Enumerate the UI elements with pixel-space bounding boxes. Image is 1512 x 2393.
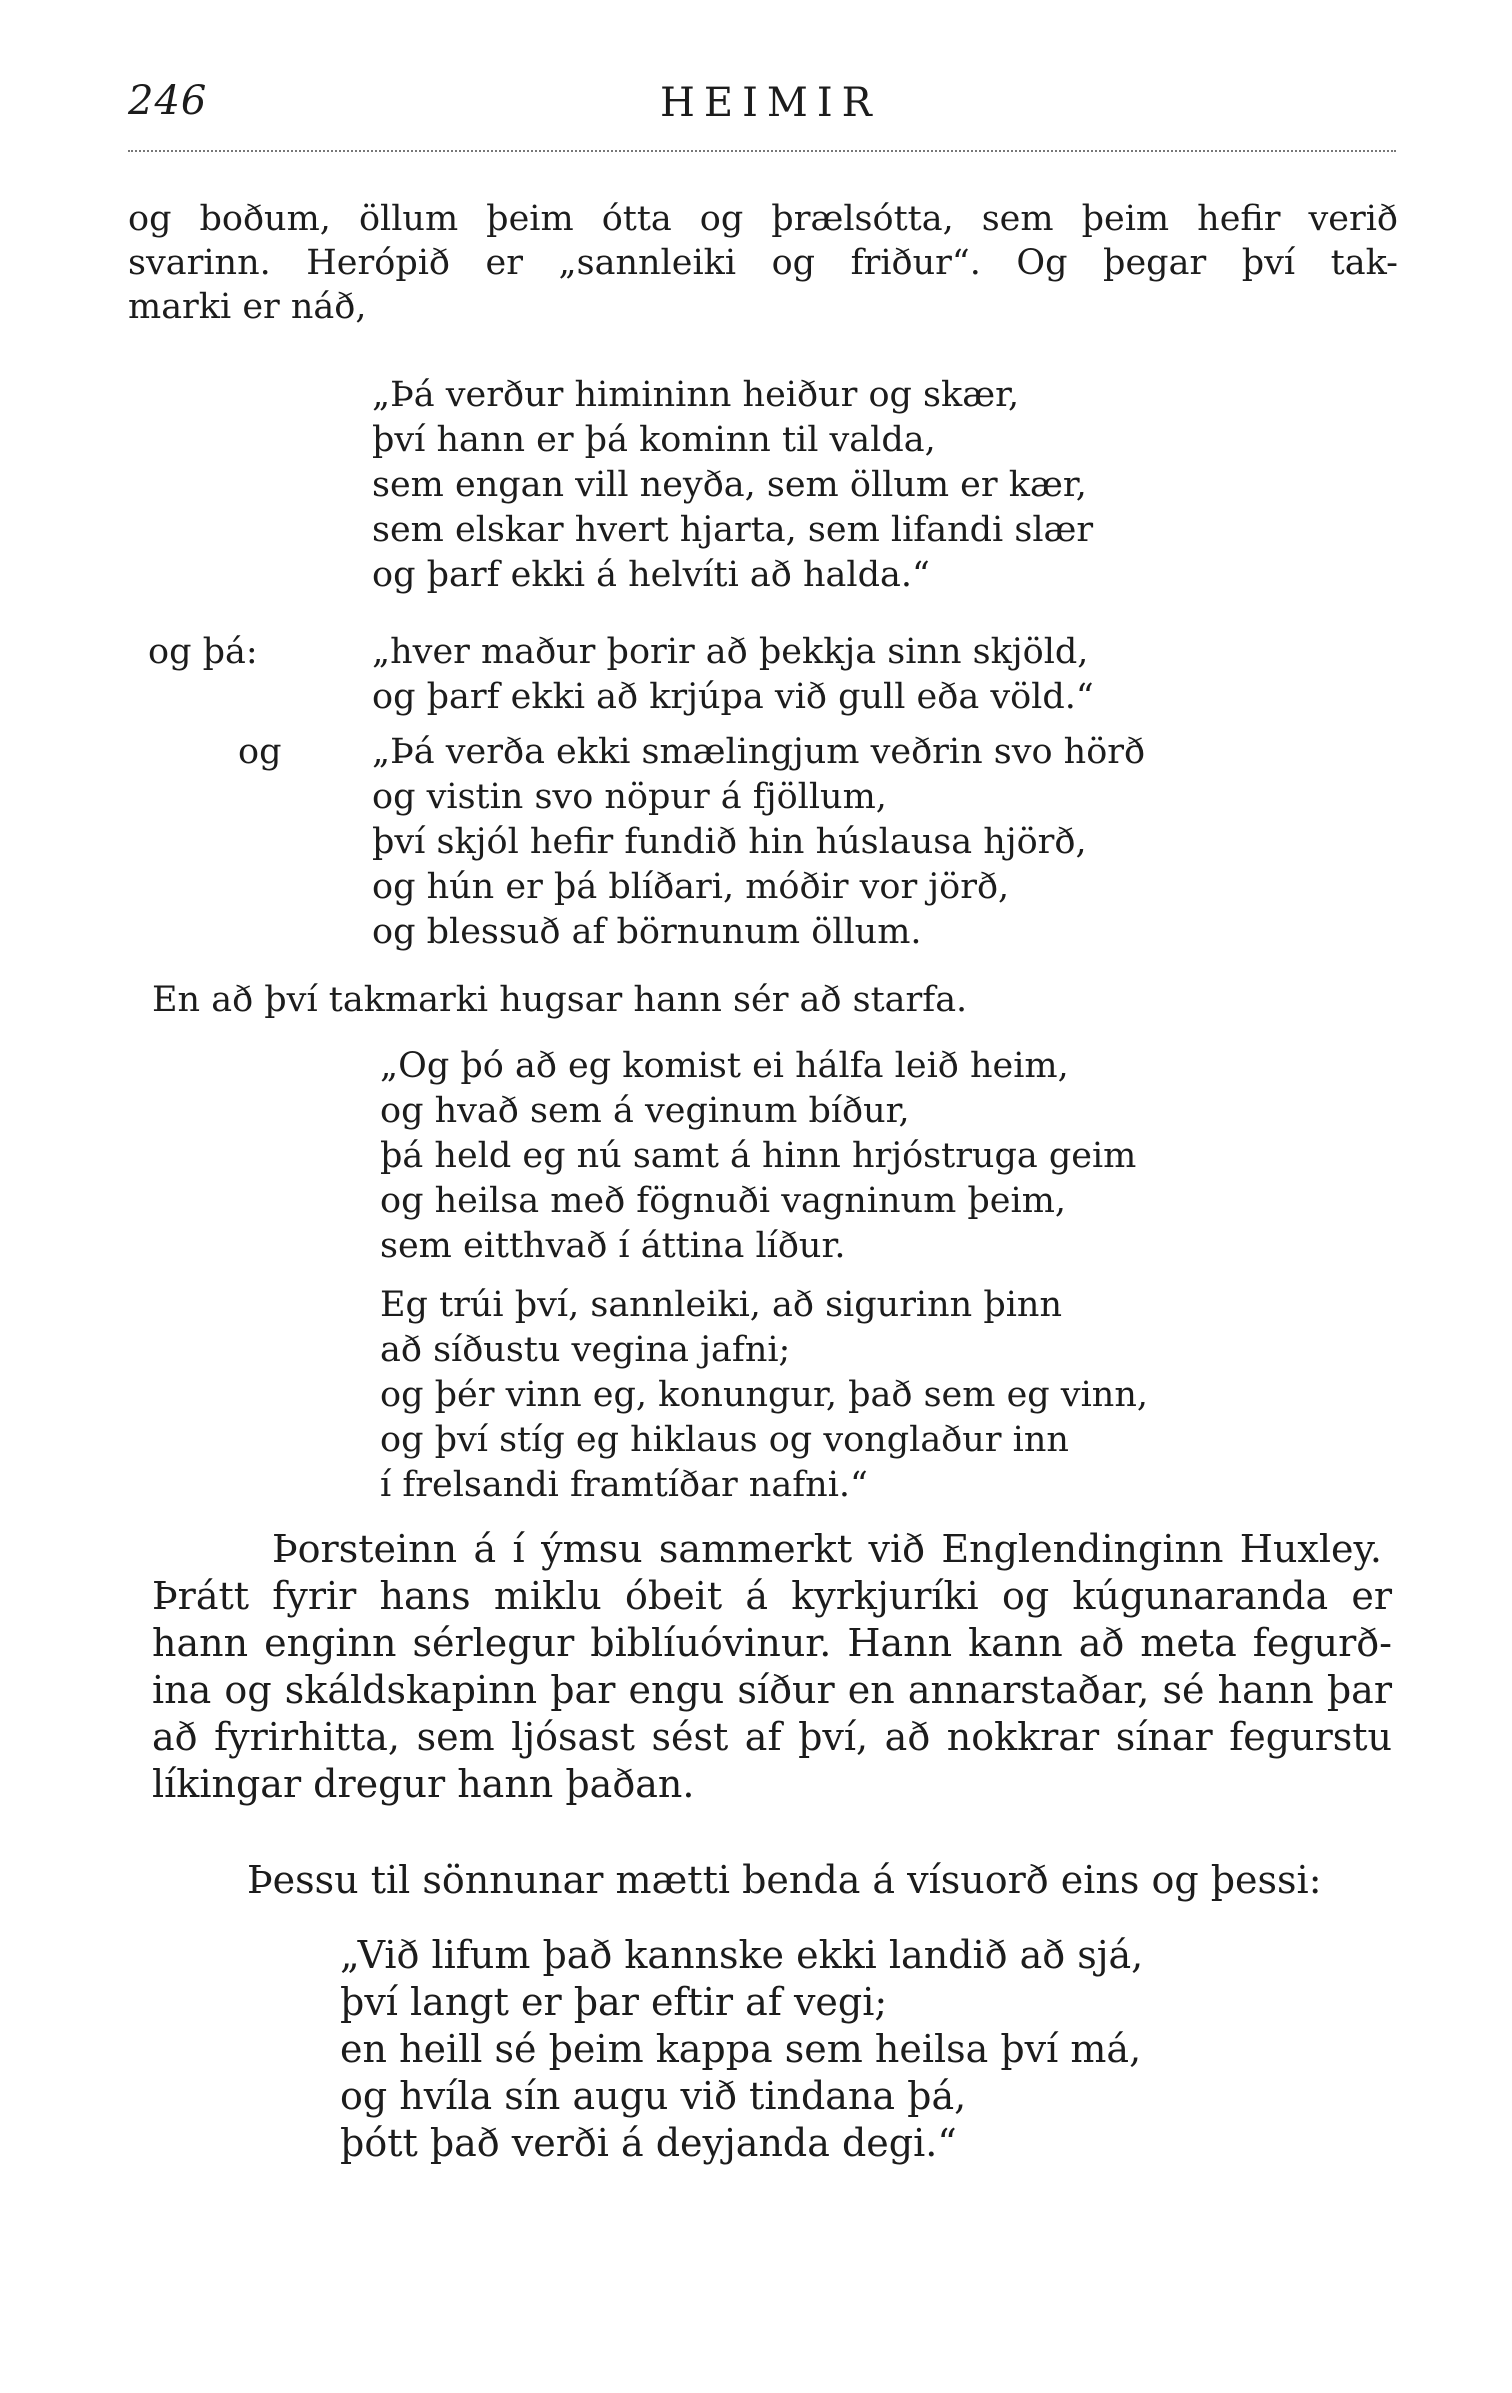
paragraph-4: Þessu til sönnunar mætti benda á vísuorð eins og þessi:	[247, 1858, 1322, 1902]
verse-line: „hver maður þorir að þekkja sinn skjöld,	[372, 632, 1089, 672]
prose-line: að fyrirhitta, sem ljósast sést af því, að nokkrar sínar fegurstu	[152, 1715, 1392, 1759]
prose-line: Þorsteinn á í ýmsu sammerkt við Englendinginn Huxley.	[272, 1527, 1382, 1571]
verse-line: þá held eg nú samt á hinn hrjóstruga geim	[380, 1136, 1137, 1176]
prose-line: og boðum, öllum þeim ótta og þrælsótta, sem þeim hefir verið	[128, 199, 1398, 239]
verse-line: Eg trúi því, sannleiki, að sigurinn þinn	[380, 1285, 1063, 1325]
prose-line: marki er náð,	[128, 287, 367, 327]
verse-line: og þarf ekki að krjúpa við gull eða völd.“	[372, 677, 1094, 717]
verse-line: sem engan vill neyða, sem öllum er kær,	[372, 465, 1087, 505]
verse-line: og hvað sem á veginum bíður,	[380, 1091, 910, 1131]
verse-line: í frelsandi framtíðar nafni.“	[380, 1465, 868, 1505]
stanza-6	[340, 1932, 1143, 2167]
header-rule	[128, 150, 1396, 152]
stanza-4	[380, 1044, 1136, 1269]
stanza-1	[372, 373, 1093, 598]
prose-line: ina og skáldskapinn þar engu síður en annarstaðar, sé hann þar	[152, 1668, 1392, 1712]
prose-line: Þrátt fyrir hans miklu óbeit á kyrkjuríki og kúgunaranda er	[152, 1574, 1392, 1618]
verse-line: sem eitthvað í áttina líður.	[380, 1226, 846, 1266]
verse-line: og blessuð af börnunum öllum.	[372, 912, 922, 952]
verse-line: því hann er þá kominn til valda,	[372, 420, 936, 460]
running-head: HEIMIR	[660, 80, 881, 126]
verse-line: og vistin svo nöpur á fjöllum,	[372, 777, 887, 817]
stanza-5	[380, 1283, 1148, 1508]
verse-line: sem elskar hvert hjarta, sem lifandi slær	[372, 510, 1094, 550]
verse-line: og hún er þá blíðari, móðir vor jörð,	[372, 867, 1010, 907]
paragraph-3	[152, 1526, 1392, 1808]
verse-line: „Þá verða ekki smælingjum veðrin svo hörð	[372, 732, 1146, 772]
verse-line: að síðustu vegina jafni;	[380, 1330, 791, 1370]
stanza-3-lead: og	[238, 732, 282, 772]
verse-line: „Við lifum það kannske ekki landið að sjá,	[340, 1933, 1144, 1977]
stanza-2-lead: og þá:	[148, 632, 258, 672]
verse-line: „Og þó að eg komist ei hálfa leið heim,	[380, 1046, 1069, 1086]
verse-line: því skjól hefir fundið hin húslausa hjörð,	[372, 822, 1087, 862]
verse-line: „Þá verður himininn heiður og skær,	[372, 375, 1020, 415]
paragraph-1	[128, 197, 1398, 329]
stanza-2	[372, 630, 1094, 720]
stanza-3	[372, 730, 1145, 955]
prose-line: hann enginn sérlegur biblíuóvinur. Hann kann að meta fegurð-	[152, 1621, 1392, 1665]
verse-line: og þarf ekki á helvíti að halda.“	[372, 555, 930, 595]
verse-line: því langt er þar eftir af vegi;	[340, 1980, 888, 2024]
verse-line: og hvíla sín augu við tindana þá,	[340, 2074, 967, 2118]
verse-line: og þér vinn eg, konungur, það sem eg vinn,	[380, 1375, 1148, 1415]
prose-line: svarinn. Herópið er „sannleiki og friður“. Og þegar því tak-	[128, 243, 1398, 283]
paragraph-2: En að því takmarki hugsar hann sér að starfa.	[152, 980, 968, 1020]
verse-line: og heilsa með fögnuði vagninum þeim,	[380, 1181, 1067, 1221]
verse-line: en heill sé þeim kappa sem heilsa því má,	[340, 2027, 1142, 2071]
page-number: 246	[128, 78, 208, 124]
verse-line: og því stíg eg hiklaus og vonglaður inn	[380, 1420, 1069, 1460]
verse-line: þótt það verði á deyjanda degi.“	[340, 2121, 957, 2165]
prose-line: líkingar dregur hann þaðan.	[152, 1762, 695, 1806]
